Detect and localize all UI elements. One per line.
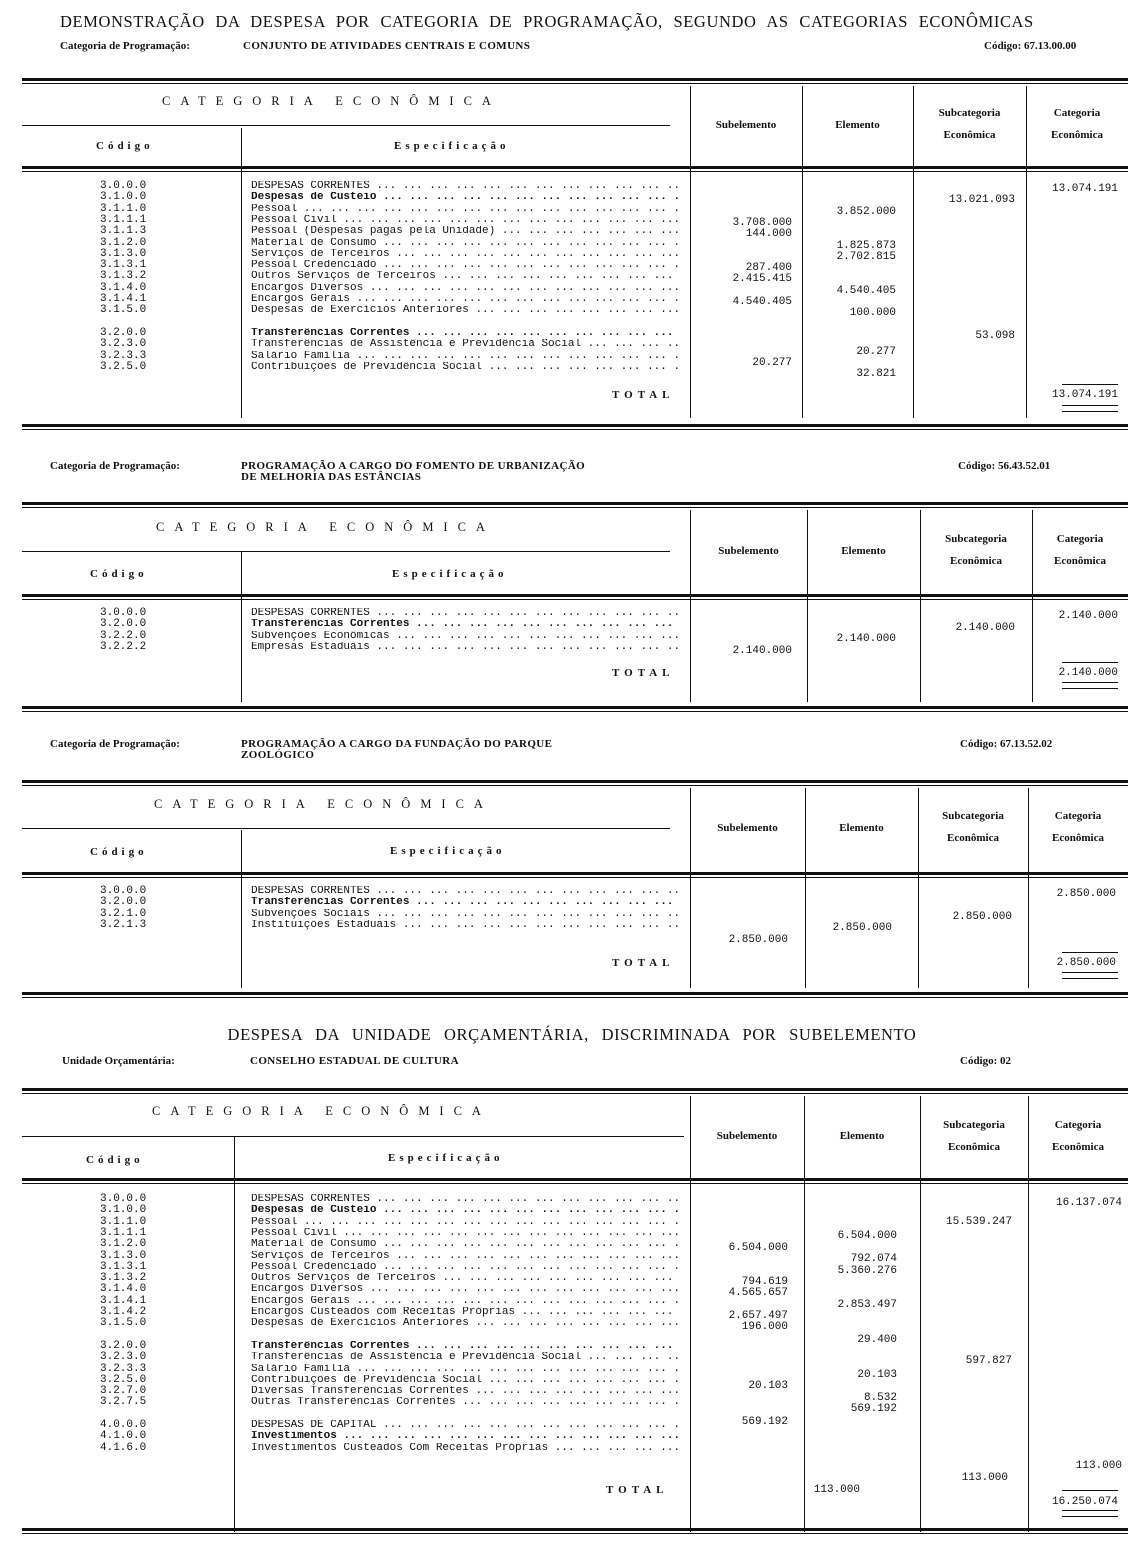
header-categoria — [1028, 1114, 1128, 1158]
total-rule — [1062, 952, 1118, 953]
bottom-rule — [22, 992, 1128, 998]
table-row — [22, 1318, 1128, 1329]
value-cell: 6.504.000 — [837, 1230, 897, 1242]
row-code: 3.1.1.1 — [100, 1226, 147, 1239]
header-subelemento: Subelemento — [716, 1130, 778, 1142]
header-elemento: Elemento — [835, 119, 880, 131]
table-row — [22, 1296, 1128, 1307]
row-specification: Encargos Diversos ... . — [251, 1284, 681, 1295]
value-cell: 13.074.191 — [1051, 183, 1118, 195]
row-code: 3.1.4.2 — [100, 1306, 147, 1318]
block3-name-line2: ZOOLÓGICO — [241, 749, 315, 761]
header-categoria-line1: Categoria — [1053, 107, 1101, 119]
row-code: 3.1.2.0 — [100, 1238, 147, 1251]
row-specification: Material de Consumo ... . — [251, 238, 681, 249]
block1-code: Código: 67.13.00.00 — [984, 40, 1077, 52]
header-categoria-economica: CATEGORIA ECONÔMICA — [152, 1104, 491, 1118]
value-cell: 792.074 — [850, 1253, 897, 1265]
value-cell: 4.540.405 — [836, 285, 896, 297]
header-underline — [22, 551, 670, 552]
row-code: 3.2.0.0 — [100, 326, 147, 339]
row-code: 3.2.3.0 — [100, 1351, 147, 1364]
row-specification: Diversas Transferências Correntes ... . — [251, 1386, 681, 1397]
table-block4 — [22, 1088, 1128, 1542]
table-row — [22, 1251, 1128, 1262]
header-bottom-rule — [22, 872, 1128, 878]
row-specification: Pessoal Civil ... . — [251, 1228, 681, 1239]
header-subelemento: Subelemento — [715, 119, 777, 131]
value-cell: 2.140.000 — [836, 633, 896, 645]
value-cell: 2.850.000 — [952, 911, 1012, 923]
total-label: TOTAL — [612, 389, 675, 401]
row-code: 3.1.2.0 — [100, 236, 147, 249]
row-code: 3.2.7.0 — [100, 1385, 147, 1398]
block3-name-line1: PROGRAMAÇÃO A CARGO DA FUNDAÇÃO DO PARQUE — [241, 738, 553, 750]
total-rule — [1062, 411, 1118, 412]
value-cell: 53.098 — [975, 330, 1015, 342]
table-row — [22, 1205, 1128, 1216]
row-specification: Transferências de Assistência e Previdência Social ... . — [251, 339, 681, 350]
value-cell: 20.277 — [856, 346, 896, 358]
row-specification: Pessoal Credenciado ... . — [251, 1262, 681, 1273]
header-especificacao: Especificação — [392, 568, 508, 580]
bottom-rule — [22, 706, 1128, 712]
row-code: 3.0.0.0 — [100, 607, 147, 619]
row-specification: Transferências Correntes ... . — [251, 1341, 681, 1352]
row-code: 3.1.4.0 — [100, 281, 147, 294]
value-cell: 2.853.497 — [837, 1299, 897, 1311]
table-row — [22, 1386, 1128, 1397]
row-specification: Outras Transferências Correntes ... . — [251, 1397, 681, 1408]
header-underline — [22, 828, 670, 829]
row-specification: Transferências Correntes ... . — [251, 619, 681, 630]
row-specification: Salário Família ... . — [251, 351, 681, 362]
row-code: 3.0.0.0 — [100, 180, 147, 192]
header-subcategoria-line2: Econômica — [947, 832, 999, 844]
header-subcategoria — [920, 528, 1032, 572]
row-code: 4.1.6.0 — [100, 1441, 147, 1454]
table-row — [22, 351, 1128, 362]
value-cell: 20.277 — [752, 357, 792, 369]
section2-label: Unidade Orçamentária: — [62, 1055, 175, 1067]
row-code: 3.1.1.0 — [100, 1215, 147, 1228]
row-specification: Despesas de Exercícios Anteriores ... . — [251, 1318, 681, 1329]
row-specification: Pessoal ... . — [251, 1217, 681, 1228]
row-code: 3.1.0.0 — [100, 191, 147, 204]
row-specification: Instituições Estaduais ... . — [251, 920, 681, 931]
value-cell: 29.400 — [857, 1334, 897, 1346]
row-specification: Despesas de Custeio ... . — [251, 1205, 681, 1216]
table-row — [22, 294, 1128, 305]
col-divider — [690, 510, 691, 702]
row-specification: Subvenções Econômicas ... . — [251, 631, 681, 642]
block3-code: Código: 67.13.52.02 — [960, 738, 1053, 750]
table-row — [22, 642, 1128, 653]
row-code: 3.2.1.0 — [100, 907, 147, 920]
header-categoria-economica: CATEGORIA ECONÔMICA — [154, 797, 493, 811]
table-row — [22, 305, 1128, 316]
row-specification: Serviços de Terceiros ... . — [251, 1251, 681, 1262]
value-cell: 2.140.000 — [732, 645, 792, 657]
header-categoria-line1: Categoria — [1054, 810, 1102, 822]
row-specification: Salário Família ... . — [251, 1364, 681, 1375]
table-row — [22, 1194, 1128, 1205]
header-categoria-economica: CATEGORIA ECONÔMICA — [156, 520, 495, 534]
value-cell: 1.825.873 — [836, 240, 896, 252]
row-specification: Pessoal Credenciado ... . — [251, 260, 681, 271]
row-specification: Contribuições de Previdência Social ... . — [251, 362, 681, 373]
header-categoria-line2: Econômica — [1051, 129, 1103, 141]
section2-caption — [62, 1055, 1062, 1069]
value-cell: 113.000 — [961, 1472, 1008, 1484]
row-specification: Encargos Custeados com Receitas Próprias ... . — [251, 1307, 681, 1318]
row-specification: Transferências Correntes ... . — [251, 897, 681, 908]
header-subcategoria — [920, 1114, 1028, 1158]
top-rule — [22, 1088, 1128, 1094]
value-cell: 196.000 — [741, 1321, 788, 1333]
row-code: 3.1.0.0 — [100, 1204, 147, 1217]
header-especificacao: Especificação — [390, 845, 506, 857]
table-row — [22, 1397, 1128, 1408]
header-subcategoria-line2: Econômica — [948, 1141, 1000, 1153]
total-rule — [1062, 1516, 1118, 1517]
row-specification: Transferências Correntes ... . — [251, 328, 681, 339]
row-code: 3.0.0.0 — [100, 1193, 147, 1205]
value-cell: 3.708.000 — [732, 217, 792, 229]
row-specification: Contribuições de Previdência Social ... . — [251, 1375, 681, 1386]
value-cell: 2.140.000 — [1058, 610, 1118, 622]
table-row — [22, 1431, 1128, 1442]
header-codigo: Código — [96, 140, 154, 152]
row-specification: Transferências de Assistência e Previdência Social ... . — [251, 1352, 681, 1363]
total-value: 16.250.074 — [1051, 1496, 1118, 1508]
value-cell: 3.852.000 — [836, 206, 896, 218]
row-code: 3.1.4.0 — [100, 1283, 147, 1296]
value-cell: 2.702.815 — [836, 251, 896, 263]
row-specification: Encargos Gerais ... . — [251, 294, 681, 305]
value-cell: 2.415.415 — [732, 273, 792, 285]
row-specification: Investimentos ... . — [251, 1431, 681, 1442]
row-code: 3.2.5.0 — [100, 360, 147, 373]
table-row — [22, 1330, 1128, 1341]
row-specification: Pessoal Civil ... . — [251, 215, 681, 226]
header-bottom-rule — [22, 1178, 1128, 1184]
top-rule — [22, 78, 1128, 84]
row-specification: Pessoal ... . — [251, 204, 681, 215]
row-specification: Pessoal (Despesas pagas pela Unidade) ... . — [251, 226, 681, 237]
value-cell: 16.137.074 — [1055, 1197, 1122, 1209]
header-elemento: Elemento — [841, 545, 886, 557]
header-elemento: Elemento — [839, 822, 884, 834]
header-categoria-line1: Categoria — [1056, 533, 1104, 545]
header-especificacao: Especificação — [394, 140, 510, 152]
section2-name: CONSELHO ESTADUAL DE CULTURA — [250, 1055, 459, 1067]
header-categoria-line2: Econômica — [1054, 555, 1106, 567]
header-codigo: Código — [90, 846, 148, 858]
section2-title: DESPESA DA UNIDADE ORÇAMENTÁRIA, DISCRIMINADA POR SUBELEMENTO — [227, 1025, 917, 1044]
row-code: 4.0.0.0 — [100, 1419, 147, 1431]
row-code: 3.1.1.0 — [100, 202, 147, 215]
value-cell: 4.565.657 — [728, 1287, 788, 1299]
table-block1 — [22, 78, 1128, 434]
row-code: 3.1.4.1 — [100, 1294, 147, 1307]
value-cell: 113.000 — [1075, 1460, 1122, 1472]
table-row — [22, 1239, 1128, 1250]
total-rule — [1062, 1510, 1118, 1511]
table-row — [22, 1273, 1128, 1284]
value-cell: 2.657.497 — [728, 1310, 788, 1322]
header-categoria — [1032, 528, 1128, 572]
row-code: 3.2.5.0 — [100, 1373, 147, 1386]
table-row — [22, 1341, 1128, 1352]
block3-caption — [50, 738, 1090, 764]
row-specification: Material de Consumo ... . — [251, 1239, 681, 1250]
header-codigo: Código — [86, 1154, 144, 1166]
row-specification: Outros Serviços de Terceiros ... . — [251, 1273, 681, 1284]
table-row — [22, 249, 1128, 260]
total-rule — [1062, 972, 1118, 973]
row-specification: Investimentos Custeados Com Receitas Próprias ... . — [251, 1443, 681, 1454]
row-specification: Despesas de Exercícios Anteriores ... . — [251, 305, 681, 316]
value-cell: 100.000 — [849, 307, 896, 319]
total-label: TOTAL — [612, 667, 675, 679]
table-row — [22, 1284, 1128, 1295]
value-cell: 5.360.276 — [837, 1265, 897, 1277]
row-code: 3.0.0.0 — [100, 885, 147, 897]
header-codigo: Código — [90, 568, 148, 580]
table-row — [22, 181, 1128, 192]
header-subcategoria-line1: Subcategoria — [942, 810, 1004, 822]
table-row — [22, 226, 1128, 237]
header-bottom-rule — [22, 594, 1128, 600]
table-row — [22, 886, 1128, 897]
value-cell: 13.021.093 — [948, 194, 1015, 206]
block2-code: Código: 56.43.52.01 — [958, 460, 1051, 472]
row-code: 3.1.1.1 — [100, 213, 147, 226]
row-code: 3.2.1.3 — [100, 919, 147, 932]
row-code: 3.2.2.2 — [100, 641, 147, 654]
row-code: 3.1.1.3 — [100, 225, 147, 238]
header-categoria-line2: Econômica — [1052, 1141, 1104, 1153]
table-row — [22, 260, 1128, 271]
table-row — [22, 1409, 1128, 1420]
value-cell: 4.540.405 — [732, 296, 792, 308]
table-row — [22, 362, 1128, 373]
header-subcategoria — [913, 102, 1026, 146]
row-code: 3.1.3.0 — [100, 247, 147, 260]
bottom-rule — [22, 1528, 1128, 1534]
table-row — [22, 1307, 1128, 1318]
table-row — [22, 215, 1128, 226]
row-specification: Encargos Gerais ... . — [251, 1296, 681, 1307]
header-especificacao: Especificação — [388, 1152, 504, 1164]
table-row — [22, 608, 1128, 619]
total-rule — [1062, 405, 1118, 406]
row-code: 3.2.2.0 — [100, 629, 147, 642]
row-code: 3.1.4.1 — [100, 293, 147, 305]
row-code: 3.2.3.3 — [100, 349, 147, 362]
row-specification: DESPESAS CORRENTES ... . — [251, 1194, 681, 1205]
row-code: 3.1.3.0 — [100, 1249, 147, 1262]
row-specification: DESPESAS CORRENTES ... . — [251, 886, 681, 897]
row-specification: DESPESAS CORRENTES ... . — [251, 181, 681, 192]
total-rule — [1062, 384, 1118, 385]
row-code: 4.1.0.0 — [100, 1430, 147, 1443]
value-cell: 8.532 — [863, 1392, 897, 1404]
value-cell: 15.539.247 — [945, 1216, 1012, 1228]
block2-label: Categoria de Programação: — [50, 460, 180, 472]
value-cell: 569.192 — [741, 1416, 788, 1428]
row-code: 3.2.0.0 — [100, 618, 147, 631]
total-rule — [1062, 688, 1118, 689]
header-subcategoria — [918, 805, 1028, 849]
block2-caption — [50, 460, 1090, 486]
header-subcategoria-line1: Subcategoria — [943, 1119, 1005, 1131]
total-label: TOTAL — [606, 1484, 669, 1496]
top-rule — [22, 502, 1128, 508]
row-code: 3.1.3.2 — [100, 270, 147, 283]
value-cell: 2.140.000 — [955, 622, 1015, 634]
header-categoria — [1028, 805, 1128, 849]
row-code: 3.2.0.0 — [100, 896, 147, 909]
total-value: 2.850.000 — [1056, 957, 1116, 969]
table-block2 — [22, 502, 1128, 716]
value-cell: 20.103 — [748, 1380, 788, 1392]
block3-label: Categoria de Programação: — [50, 738, 180, 750]
row-code: 3.1.3.1 — [100, 259, 147, 272]
row-code: 3.2.0.0 — [100, 1339, 147, 1352]
value-cell: 569.192 — [850, 1403, 897, 1415]
header-subcategoria-line2: Econômica — [943, 129, 996, 141]
total-rule — [1062, 978, 1118, 979]
header-subelemento: Subelemento — [718, 545, 779, 557]
table-block3 — [22, 780, 1128, 1002]
total-rule — [1062, 662, 1118, 663]
header-categoria — [1026, 102, 1128, 146]
header-categoria-line2: Econômica — [1052, 832, 1104, 844]
value-cell: 20.103 — [857, 1369, 897, 1381]
table-row — [22, 1375, 1128, 1386]
row-code: 3.2.3.3 — [100, 1362, 147, 1375]
table-row — [22, 238, 1128, 249]
header-categoria-economica: CATEGORIA ECONÔMICA — [162, 94, 501, 108]
block2-name-line1: PROGRAMAÇÃO A CARGO DO FOMENTO DE URBANIZAÇÃO — [241, 460, 586, 472]
table-row — [22, 1228, 1128, 1239]
row-specification: Encargos Diversos ... . — [251, 283, 681, 294]
total-value: 2.140.000 — [1058, 667, 1118, 679]
total-rule — [1062, 682, 1118, 683]
section2-code: Código: 02 — [960, 1055, 1012, 1067]
value-cell: 2.850.000 — [728, 934, 788, 946]
total-value: 13.074.191 — [1051, 389, 1118, 401]
document-title: DEMONSTRAÇÃO DA DESPESA POR CATEGORIA DE PROGRAMAÇÃO, SEGUNDO AS CATEGORIAS ECONÔMICAS — [60, 12, 1034, 31]
col-divider — [807, 510, 808, 702]
row-specification: Empresas Estaduais ... . — [251, 642, 681, 653]
total-label: TOTAL — [612, 957, 675, 969]
row-specification: Despesas de Custeio ... . — [251, 192, 681, 203]
row-specification: Outros Serviços de Terceiros ... . — [251, 271, 681, 282]
block1-caption — [60, 40, 1100, 54]
bottom-rule — [22, 424, 1128, 430]
table-row — [22, 317, 1128, 328]
header-underline — [22, 1136, 684, 1137]
value-cell: 2.850.000 — [832, 922, 892, 934]
row-specification: DESPESAS CORRENTES ... . — [251, 608, 681, 619]
row-code: 3.1.3.1 — [100, 1260, 147, 1273]
header-subcategoria-line1: Subcategoria — [945, 533, 1007, 545]
value-cell: 113.000 — [813, 1484, 860, 1496]
header-elemento: Elemento — [839, 1130, 885, 1142]
value-cell: 2.850.000 — [1056, 888, 1116, 900]
value-cell: 6.504.000 — [728, 1242, 788, 1254]
header-underline — [22, 125, 670, 126]
row-specification: DESPESAS DE CAPITAL ... . — [251, 1420, 681, 1431]
row-code: 3.2.3.0 — [100, 338, 147, 351]
table-row — [22, 1443, 1128, 1454]
row-specification: Subvenções Sociais ... . — [251, 909, 681, 920]
row-code: 3.1.5.0 — [100, 304, 147, 317]
row-code: 3.2.7.5 — [100, 1396, 147, 1409]
value-cell: 287.400 — [745, 262, 792, 274]
block1-label: Categoria de Programação: — [60, 40, 190, 52]
header-subelemento: Subelemento — [717, 822, 778, 834]
header-bottom-rule — [22, 166, 1128, 172]
header-subcategoria-line2: Econômica — [950, 555, 1002, 567]
block1-name: CONJUNTO DE ATIVIDADES CENTRAIS E COMUNS — [243, 40, 531, 52]
header-subcategoria-line1: Subcategoria — [938, 107, 1001, 119]
value-cell: 32.821 — [856, 368, 896, 380]
value-cell: 144.000 — [745, 228, 792, 240]
table-row — [22, 1262, 1128, 1273]
table-row — [22, 271, 1128, 282]
top-rule — [22, 780, 1128, 786]
header-categoria-line1: Categoria — [1054, 1119, 1102, 1131]
row-code: 3.1.5.0 — [100, 1317, 147, 1330]
table-row — [22, 283, 1128, 294]
block2-name-line2: DE MELHORIA DAS ESTÂNCIAS — [241, 471, 422, 483]
total-rule — [1062, 1490, 1118, 1491]
table-row — [22, 897, 1128, 908]
value-cell: 794.619 — [741, 1276, 788, 1288]
row-code: 3.1.3.2 — [100, 1272, 147, 1285]
value-cell: 597.827 — [965, 1355, 1012, 1367]
table-row — [22, 1420, 1128, 1431]
row-specification: Serviços de Terceiros ... . — [251, 249, 681, 260]
